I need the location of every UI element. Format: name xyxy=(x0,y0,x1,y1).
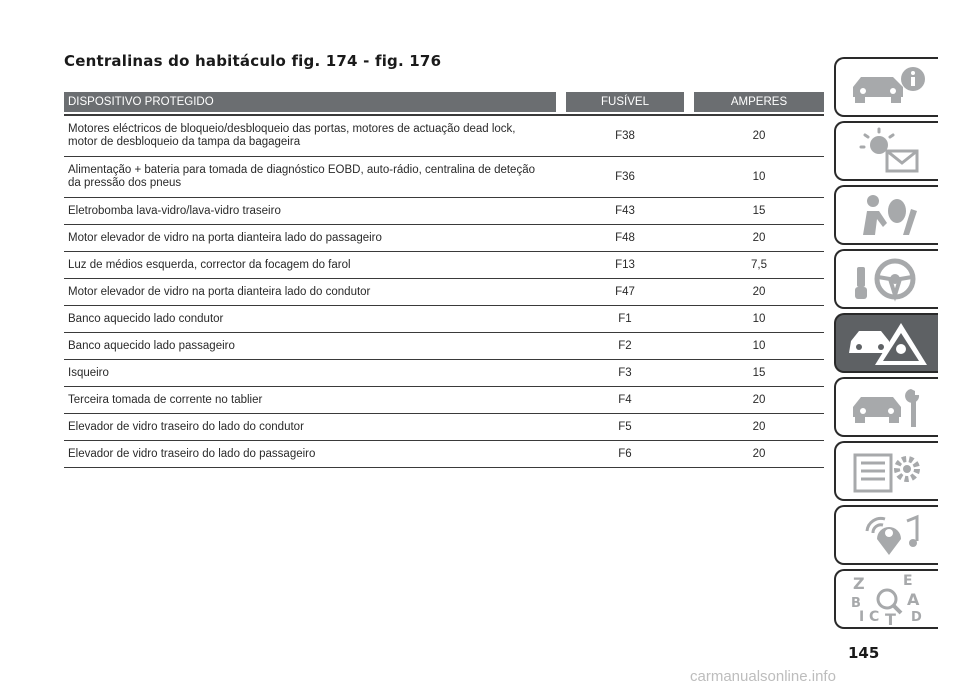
car-info-icon xyxy=(845,63,929,111)
chapter-tab-multimedia[interactable] xyxy=(834,505,938,565)
car-maintenance-wrench-icon xyxy=(845,383,929,431)
chapter-tab-index[interactable] xyxy=(834,569,938,629)
index-letter: I xyxy=(859,609,865,625)
index-letter: Z xyxy=(853,574,865,593)
header-fuse: FUSÍVEL xyxy=(566,92,684,114)
cell-fuse: F4 xyxy=(566,387,684,414)
chapter-tab-vehicle-info[interactable] xyxy=(834,57,938,117)
table-row xyxy=(64,198,824,225)
table-row xyxy=(64,225,824,252)
alphabetical-index-icon xyxy=(845,573,929,625)
multimedia-icon xyxy=(845,511,929,559)
index-letter: A xyxy=(907,590,920,609)
chapter-tab-safety[interactable] xyxy=(834,185,938,245)
technical-data-gear-icon xyxy=(845,447,929,495)
chapter-tab-technical-data[interactable] xyxy=(834,441,938,501)
cell-protected-device: Motor elevador de vidro na porta dianteira lado do passageiro xyxy=(64,225,556,252)
cell-protected-device: Elevador de vidro traseiro do lado do condutor xyxy=(64,414,556,441)
cell-amperes: 20 xyxy=(694,441,824,468)
cell-protected-device: Motor elevador de vidro na porta dianteira lado do condutor xyxy=(64,279,556,306)
cell-protected-device: Elevador de vidro traseiro do lado do passageiro xyxy=(64,441,556,468)
cell-protected-device: Isqueiro xyxy=(64,360,556,387)
table-header-row xyxy=(64,92,824,114)
cell-protected-device: Luz de médios esquerda, corrector da focagem do farol xyxy=(64,252,556,279)
cell-amperes: 20 xyxy=(694,225,824,252)
cell-protected-device: Terceira tomada de corrente no tablier xyxy=(64,387,556,414)
cell-fuse: F1 xyxy=(566,306,684,333)
cell-amperes: 10 xyxy=(694,157,824,198)
index-letter: T xyxy=(885,610,896,625)
table-row xyxy=(64,441,824,468)
cell-amperes: 15 xyxy=(694,198,824,225)
cell-amperes: 7,5 xyxy=(694,252,824,279)
watermark: carmanualsonline.info xyxy=(690,668,836,685)
cell-protected-device: Banco aquecido lado passageiro xyxy=(64,333,556,360)
cell-protected-device: Motores eléctricos de bloqueio/desbloqueio das portas, motores de actuação dead lock, motor de desbloqueio da tampa da bagageira xyxy=(64,114,556,157)
table-row xyxy=(64,306,824,333)
index-letter: E xyxy=(903,573,913,589)
table-row xyxy=(64,333,824,360)
key-steering-wheel-icon xyxy=(845,255,929,303)
chapter-tab-maintenance[interactable] xyxy=(834,377,938,437)
chapter-tab-dashboard-lights[interactable] xyxy=(834,121,938,181)
cell-protected-device: Banco aquecido lado condutor xyxy=(64,306,556,333)
cell-amperes: 20 xyxy=(694,279,824,306)
cell-fuse: F13 xyxy=(566,252,684,279)
chapter-tab-emergency[interactable] xyxy=(834,313,938,373)
safety-airbag-icon xyxy=(845,191,929,239)
chapter-tab-starting-driving[interactable] xyxy=(834,249,938,309)
page-title: Centralinas do habitáculo fig. 174 - fig. 176 xyxy=(64,52,442,70)
header-amperes: AMPERES xyxy=(694,92,824,114)
table-row xyxy=(64,279,824,306)
cell-protected-device: Eletrobomba lava-vidro/lava-vidro traseiro xyxy=(64,198,556,225)
cell-fuse: F3 xyxy=(566,360,684,387)
cell-fuse: F6 xyxy=(566,441,684,468)
table-row xyxy=(64,157,824,198)
cell-fuse: F48 xyxy=(566,225,684,252)
table-row xyxy=(64,252,824,279)
table-row xyxy=(64,114,824,157)
cell-fuse: F38 xyxy=(566,114,684,157)
index-letter: D xyxy=(911,610,922,625)
cell-amperes: 10 xyxy=(694,306,824,333)
fuse-table xyxy=(64,92,824,468)
table-row xyxy=(64,387,824,414)
fuse-table-body xyxy=(64,114,824,468)
index-letter: C xyxy=(869,609,880,625)
table-row xyxy=(64,360,824,387)
cell-amperes: 20 xyxy=(694,414,824,441)
table-row xyxy=(64,414,824,441)
index-letter: B xyxy=(851,596,861,611)
cell-amperes: 10 xyxy=(694,333,824,360)
cell-amperes: 20 xyxy=(694,114,824,157)
cell-amperes: 15 xyxy=(694,360,824,387)
page-number: 145 xyxy=(848,644,880,662)
cell-fuse: F2 xyxy=(566,333,684,360)
cell-fuse: F47 xyxy=(566,279,684,306)
header-device: DISPOSITIVO PROTEGIDO xyxy=(64,92,556,114)
cell-fuse: F5 xyxy=(566,414,684,441)
cell-fuse: F43 xyxy=(566,198,684,225)
warning-lights-message-icon xyxy=(845,127,929,175)
emergency-warning-triangle-icon xyxy=(845,319,929,367)
cell-amperes: 20 xyxy=(694,387,824,414)
cell-fuse: F36 xyxy=(566,157,684,198)
cell-protected-device: Alimentação + bateria para tomada de diagnóstico EOBD, auto-rádio, centralina de deteção da pressão dos pneus xyxy=(64,157,556,198)
